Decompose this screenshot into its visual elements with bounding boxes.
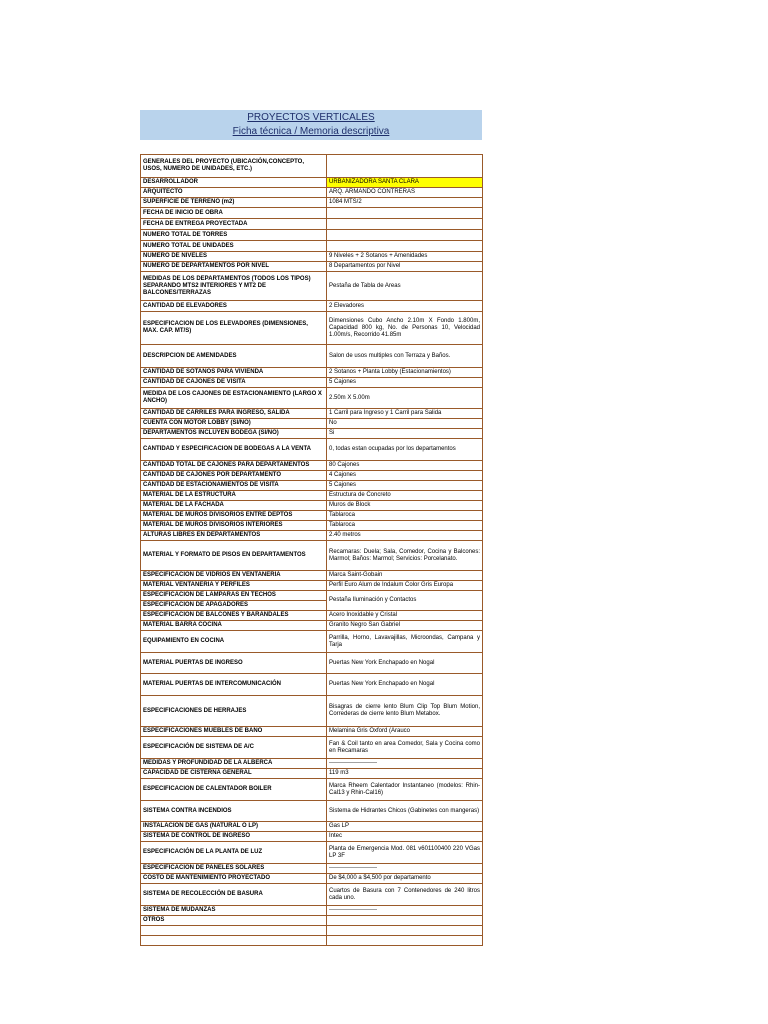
table-row [141, 198, 483, 208]
table-row [141, 252, 483, 262]
table-row [141, 208, 483, 219]
row-value: Estructura de Concreto [327, 491, 483, 501]
table-row [141, 936, 483, 946]
row-value: URBANIZADORA SANTA CLARA [327, 178, 483, 188]
table-row [141, 653, 483, 674]
row-label: CANTIDAD Y ESPECIFICACION DE BODEGAS A LA VENTA [141, 439, 327, 461]
table-row [141, 439, 483, 461]
row-value: ARQ. ARMANDO CONTRERAS [327, 188, 483, 198]
row-label: FECHA DE INICIO DE OBRA [141, 208, 327, 219]
row-label: MATERIAL DE LA ESTRUCTURA [141, 491, 327, 501]
table-row [141, 178, 483, 188]
table-row [141, 631, 483, 653]
row-label: EQUIPAMIENTO EN COCINA [141, 631, 327, 653]
row-label: MATERIAL PUERTAS DE INGRESO [141, 653, 327, 674]
row-label: ESPECIFICACIÓN DE LAMPARAS EN TECHOS [141, 591, 327, 601]
table-row [141, 368, 483, 378]
row-value: 1084 MTS/2 [327, 198, 483, 208]
table-row [141, 272, 483, 301]
table-row [141, 832, 483, 842]
row-label: MATERIAL VENTANERIA Y PERFILES [141, 581, 327, 591]
row-value: Intec [327, 832, 483, 842]
table-row [141, 531, 483, 541]
page-subtitle: Ficha técnica / Memoria descriptiva [232, 126, 390, 137]
row-label: MATERIAL DE MUROS DIVISORIOS INTERIORES [141, 521, 327, 531]
row-label: NUMERO TOTAL DE UNIDADES [141, 241, 327, 252]
row-value: Cuartos de Basura con 7 Contenedores de 240 litros cada uno. [327, 884, 483, 906]
table-row [141, 769, 483, 779]
table-row [141, 471, 483, 481]
row-label: FECHA DE ENTREGA PROYECTADA [141, 219, 327, 230]
table-row [141, 230, 483, 241]
table-row [141, 591, 483, 601]
row-label: DESCRIPCION DE AMENIDADES [141, 345, 327, 368]
row-label: DESARROLLADOR [141, 178, 327, 188]
row-value: Sistema de Hidrantes Chicos (Gabinetes con mangeras) [327, 801, 483, 822]
table-row [141, 419, 483, 429]
row-value: Puertas New York Enchapado en Nogal [327, 653, 483, 674]
spec-table [140, 154, 483, 946]
row-value: ------------------------ [327, 906, 483, 916]
table-row [141, 621, 483, 631]
row-label: CANTIDAD DE ESTACIONAMIENTOS DE VISITA [141, 481, 327, 491]
table-row [141, 262, 483, 272]
row-value: 5 Cajones [327, 378, 483, 388]
table-row [141, 501, 483, 511]
row-label: SISTEMA DE RECOLECCIÓN DE BASURA [141, 884, 327, 906]
table-row [141, 409, 483, 419]
row-label: NUMERO DE DEPARTAMENTOS POR NIVEL [141, 262, 327, 272]
row-label: ESPECIFICACIÓN DE SISTEMA DE A/C [141, 737, 327, 759]
row-value: ------------------------ [327, 864, 483, 874]
row-value: 80 Cajones [327, 461, 483, 471]
row-label: SISTEMA DE MUDANZAS [141, 906, 327, 916]
row-value: 119 m3 [327, 769, 483, 779]
row-value: 1 Carril para Ingreso y 1 Carril para Salida [327, 409, 483, 419]
row-label: MATERIAL DE LA FACHADA [141, 501, 327, 511]
table-row [141, 727, 483, 737]
row-value: Tablaroca [327, 521, 483, 531]
row-value: 4 Cajones [327, 471, 483, 481]
row-label: DEPARTAMENTOS INCLUYEN BODEGA (SI/NO) [141, 429, 327, 439]
row-label: ESPECIFICACIÓN DE APAGADORES [141, 601, 327, 611]
table-row [141, 874, 483, 884]
row-label [141, 926, 327, 936]
row-value: 9 Niveles + 2 Sotanos + Amenidades [327, 252, 483, 262]
row-value [327, 936, 483, 946]
row-value: Acero Inoxidable y Cristal [327, 611, 483, 621]
row-label: NUMERO TOTAL DE TORRES [141, 230, 327, 241]
row-value: ------------------------ [327, 759, 483, 769]
table-row [141, 219, 483, 230]
row-value: 2 Elevadores [327, 301, 483, 312]
row-value: No [327, 419, 483, 429]
row-label: CANTIDAD TOTAL DE CAJONES PARA DEPARTAMENTOS [141, 461, 327, 471]
row-label: MATERIAL PUERTAS DE INTERCOMUNICACIÓN [141, 674, 327, 696]
page-title: PROYECTOS VERTICALES [247, 112, 375, 123]
row-label: CUENTA CON MOTOR LOBBY (SI/NO) [141, 419, 327, 429]
row-label: ESPECIFICACIÓN DE PANELES SOLARES [141, 864, 327, 874]
row-value: Recamaras: Duela; Sala, Comedor, Cocina y Balcones: Marmol; Baños: Marmol; Servicios: Porcelanato. [327, 541, 483, 571]
table-row [141, 884, 483, 906]
row-label: GENERALES DEL PROYECTO (UBICACIÓN,CONCEPTO, USOS, NUMERO DE UNIDADES, ETC.) [141, 155, 327, 178]
table-row [141, 926, 483, 936]
row-label: INSTALACION DE GAS (NATURAL O LP) [141, 822, 327, 832]
table-row [141, 312, 483, 345]
row-label: CAPACIDAD DE CISTERNA GENERAL [141, 769, 327, 779]
sheet-header [140, 110, 482, 140]
table-row [141, 481, 483, 491]
row-value: 0, todas estan ocupadas por los departamentos [327, 439, 483, 461]
row-label: MEDIDAS Y PROFUNDIDAD DE LA ALBERCA [141, 759, 327, 769]
row-value: Dimensiones Cubo Ancho 2.10m X Fondo 1.800m, Capacidad 800 kg, No. de Personas 10, Velocidad 1.00m/s, Recorrido 41.85m [327, 312, 483, 345]
table-row [141, 345, 483, 368]
table-row [141, 611, 483, 621]
row-label: CANTIDAD DE CARRILES PARA INGRESO, SALIDA [141, 409, 327, 419]
row-value: Granito Negro San Gabriel [327, 621, 483, 631]
row-value [327, 241, 483, 252]
row-value [327, 155, 483, 178]
table-row [141, 737, 483, 759]
row-label: SISTEMA CONTRA INCENDIOS [141, 801, 327, 822]
row-value: Salon de usos multiples con Terraza y Baños. [327, 345, 483, 368]
row-label: SUPERFICIE DE TERRENO (m2) [141, 198, 327, 208]
table-row [141, 906, 483, 916]
row-label: SISTEMA DE CONTROL DE INGRESO [141, 832, 327, 842]
row-value: 2 Sotanos + Planta Lobby (Estacionamientos) [327, 368, 483, 378]
table-row [141, 916, 483, 926]
row-value: Perfil Euro Alum de Indalum Color Gris Europa [327, 581, 483, 591]
row-label: CANTIDAD DE SOTANOS PARA VIVIENDA [141, 368, 327, 378]
row-label: ESPECIFICACIÓN DE BALCONES Y BARANDALES [141, 611, 327, 621]
row-label: MATERIAL DE MUROS DIVISORIOS ENTRE DEPTOS [141, 511, 327, 521]
row-value: 5 Cajones [327, 481, 483, 491]
table-row [141, 155, 483, 178]
row-value: Pestaña de Tabla de Areas [327, 272, 483, 301]
row-label: CANTIDAD DE CAJONES DE VISITA [141, 378, 327, 388]
row-value: 8 Departamentos por Nivel [327, 262, 483, 272]
row-label: ESPECIFICACIÓN DE VIDRIOS EN VENTANERIA [141, 571, 327, 581]
table-row [141, 491, 483, 501]
row-label: ESPECIFICACION DE CALENTADOR BOILER [141, 779, 327, 801]
row-value [327, 926, 483, 936]
row-value: Fan & Coil tanto en area Comedor, Sala y Cocina como en Recamaras [327, 737, 483, 759]
table-row [141, 696, 483, 727]
row-value: Tablaroca [327, 511, 483, 521]
row-value [327, 208, 483, 219]
row-value: Melamina Gris Oxford (Arauco [327, 727, 483, 737]
table-row [141, 759, 483, 769]
row-value [327, 916, 483, 926]
table-row [141, 511, 483, 521]
row-value [327, 219, 483, 230]
row-label: ESPECIFICACIONES MUEBLES DE BAÑO [141, 727, 327, 737]
row-value: Si [327, 429, 483, 439]
row-label: MATERIAL BARRA COCINA [141, 621, 327, 631]
row-value: Puertas New York Enchapado en Nogal [327, 674, 483, 696]
row-label: ALTURAS LIBRES EN DEPARTAMENTOS [141, 531, 327, 541]
row-value: De $4,000 a $4,500 por departamento [327, 874, 483, 884]
row-label: MEDIDAS DE LOS DEPARTAMENTOS (TODOS LOS TIPOS) SEPARANDO MTS2 INTERIORES Y MT2 DE BALCONES/TERRAZAS [141, 272, 327, 301]
table-row [141, 581, 483, 591]
row-value: Marca Rheem Calentador Instantaneo (modelos: Rhin-Cal13 y Rhin-Cal16) [327, 779, 483, 801]
row-label: ESPECIFICACIONES DE HERRAJES [141, 696, 327, 727]
table-row [141, 301, 483, 312]
table-row [141, 241, 483, 252]
row-value: Marca Saint-Gobain [327, 571, 483, 581]
row-label: ARQUITECTO [141, 188, 327, 198]
table-row [141, 541, 483, 571]
table-row [141, 822, 483, 832]
row-label: MEDIDA DE LOS CAJONES DE ESTACIONAMIENTO (LARGO X ANCHO) [141, 388, 327, 409]
table-row [141, 571, 483, 581]
table-row [141, 461, 483, 471]
row-value [327, 230, 483, 241]
row-value: Planta de Emergencia Mod. 081 v601100400 220 VGas LP 3F [327, 842, 483, 864]
table-row [141, 429, 483, 439]
row-label: CANTIDAD DE ELEVADORES [141, 301, 327, 312]
row-label [141, 936, 327, 946]
row-label: COSTO DE MANTENIMIENTO PROYECTADO [141, 874, 327, 884]
row-label: OTROS [141, 916, 327, 926]
table-row [141, 521, 483, 531]
table-row [141, 388, 483, 409]
table-row [141, 842, 483, 864]
row-value: Gas LP [327, 822, 483, 832]
row-label: ESPECIFICACION DE LOS ELEVADORES (DIMENSIONES, MAX. CAP. MT/S) [141, 312, 327, 345]
table-row [141, 674, 483, 696]
row-label: CANTIDAD DE CAJONES POR DEPARTAMENTO [141, 471, 327, 481]
table-row [141, 864, 483, 874]
row-label: ESPECIFICACIÓN DE LA PLANTA DE LUZ [141, 842, 327, 864]
row-label: MATERIAL Y FORMATO DE PISOS EN DEPARTAMENTOS [141, 541, 327, 571]
row-value: Pestaña Iluminación y Contactos [327, 591, 483, 611]
row-value: Parrilla, Horno, Lavavajillas, Microondas, Campana y Tarja [327, 631, 483, 653]
row-label: NUMERO DE NIVELES [141, 252, 327, 262]
row-value: 2.50m X 5.00m [327, 388, 483, 409]
table-row [141, 801, 483, 822]
table-row [141, 188, 483, 198]
row-value: 2.40 metros [327, 531, 483, 541]
table-row [141, 378, 483, 388]
table-row [141, 779, 483, 801]
row-value: Muros de Block [327, 501, 483, 511]
row-value: Bisagras de cierre lento Blum Clip Top Blum Motion, Correderas de cierre lento Blum Metabox. [327, 696, 483, 727]
